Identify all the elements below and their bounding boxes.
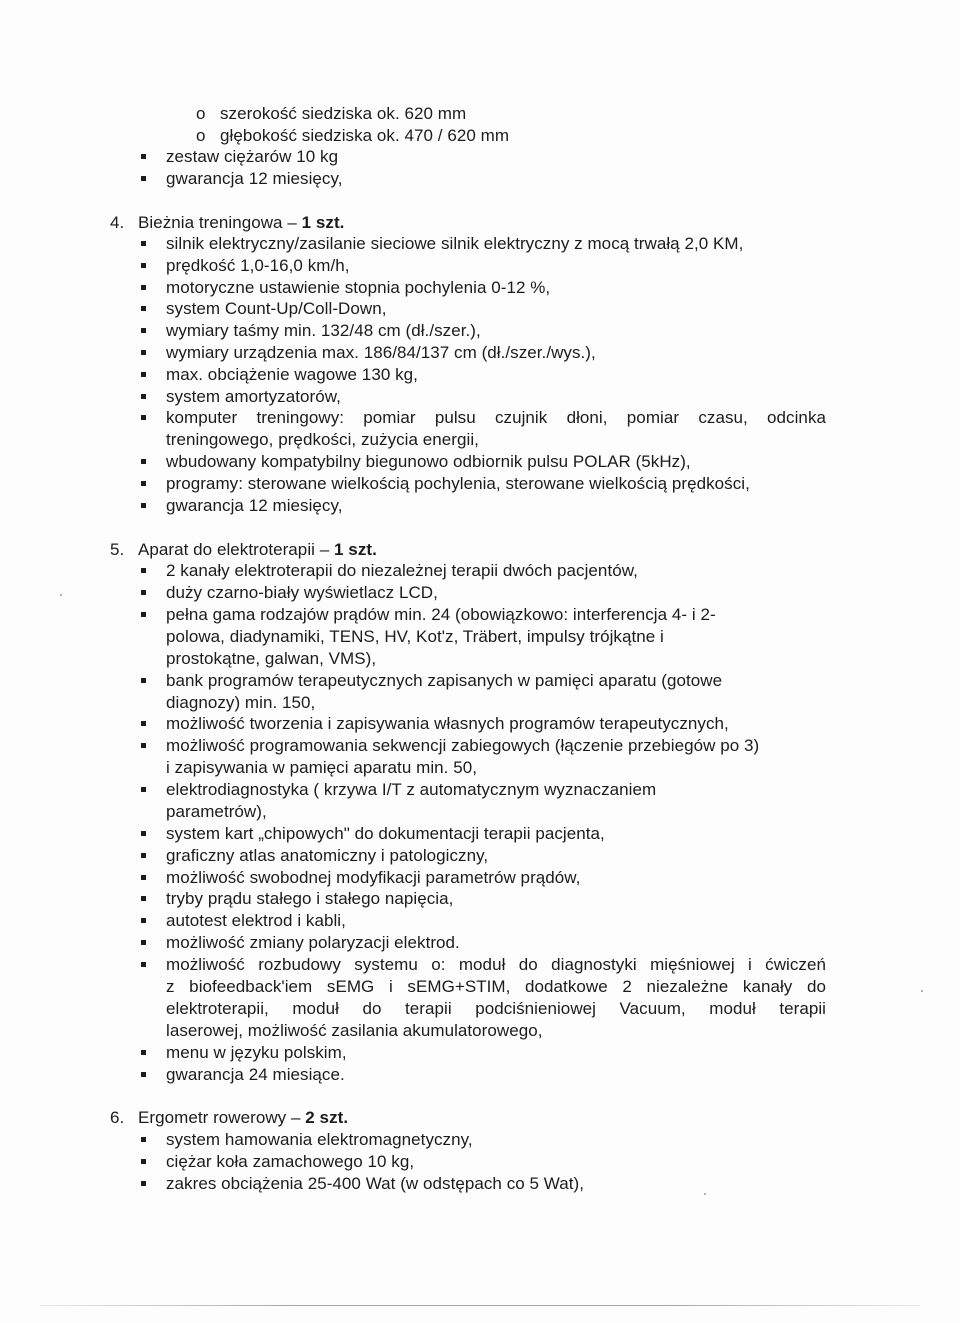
section-title: Ergometr rowerowy –	[138, 1108, 301, 1127]
bullet-marker	[141, 831, 146, 836]
section-title: Aparat do elektroterapii –	[138, 540, 330, 559]
bullet-marker	[141, 176, 146, 181]
bullet-marker	[141, 940, 146, 945]
list-item: prędkość 1,0-16,0 km/h,	[166, 256, 350, 275]
list-item: wbudowany kompatybilny biegunowo odbiornik pulsu POLAR (5kHz),	[166, 452, 691, 471]
list-item: duży czarno-biały wyświetlacz LCD,	[166, 583, 438, 602]
list-item: wymiary taśmy min. 132/48 cm (dł./szer.),	[166, 321, 481, 340]
list-item: komputer treningowy: pomiar pulsu czujnik dłoni, pomiar czasu, odcinka	[166, 408, 826, 427]
bullet-marker	[141, 372, 146, 377]
bullet-marker	[141, 962, 146, 967]
list-item: wymiary urządzenia max. 186/84/137 cm (dł./szer./wys.),	[166, 343, 596, 362]
list-item: programy: sterowane wielkością pochylenia, sterowane wielkością prędkości,	[166, 474, 750, 493]
list-item: silnik elektryczny/zasilanie sieciowe silnik elektryczny z mocą trwałą 2,0 KM,	[166, 234, 744, 253]
list-item: system amortyzatorów,	[166, 387, 341, 406]
list-item: szerokość siedziska ok. 620 mm	[220, 104, 467, 123]
list-item: graficzny atlas anatomiczny i patologiczny,	[166, 846, 489, 865]
page-bottom-edge	[40, 1305, 920, 1306]
bullet-marker	[141, 285, 146, 290]
section-heading	[138, 212, 344, 233]
bullet-marker	[141, 1072, 146, 1077]
scan-speck	[60, 594, 62, 596]
list-item-continuation: laserowej, możliwość zasilania akumulatorowego,	[166, 1021, 543, 1040]
bullet-marker	[141, 263, 146, 268]
list-item-continuation: prostokątne, galwan, VMS),	[166, 649, 377, 668]
section-quantity: 1 szt.	[301, 213, 345, 232]
list-item: autotest elektrod i kabli,	[166, 911, 346, 930]
list-item-continuation: i zapisywania w pamięci aparatu min. 50,	[166, 758, 477, 777]
bullet-marker	[141, 503, 146, 508]
list-item: pełna gama rodzajów prądów min. 24 (obowiązkowo: interferencja 4- i 2-	[166, 605, 716, 624]
section-quantity: 1 szt.	[334, 540, 377, 559]
bullet-marker	[141, 1159, 146, 1164]
list-item: motoryczne ustawienie stopnia pochylenia 0-12 %,	[166, 278, 551, 297]
list-item-continuation: elektroterapii, moduł do terapii podciśnieniowej Vacuum, moduł terapii	[166, 999, 826, 1018]
bullet-marker	[141, 350, 146, 355]
list-item: system hamowania elektromagnetyczny,	[166, 1130, 473, 1149]
list-item-continuation: diagnozy) min. 150,	[166, 693, 316, 712]
bullet-marker	[141, 612, 146, 617]
scan-speck	[704, 1193, 706, 1195]
bullet-marker	[141, 328, 146, 333]
list-item: możliwość rozbudowy systemu o: moduł do diagnostyki mięśniowej i ćwiczeń	[166, 955, 826, 974]
section-heading	[138, 539, 377, 560]
list-item: menu w języku polskim,	[166, 1043, 347, 1062]
scan-speck	[921, 990, 923, 992]
section-quantity: 2 szt.	[305, 1108, 349, 1127]
list-marker-circle: o	[196, 104, 206, 123]
list-item-continuation: parametrów),	[166, 802, 267, 821]
bullet-marker	[141, 918, 146, 923]
list-item: tryby prądu stałego i stałego napięcia,	[166, 889, 454, 908]
bullet-marker	[141, 481, 146, 486]
bullet-marker	[141, 853, 146, 858]
section-number: 6.	[110, 1108, 125, 1127]
bullet-marker	[141, 568, 146, 573]
list-item: możliwość zmiany polaryzacji elektrod.	[166, 933, 460, 952]
list-item: gwarancja 24 miesiące.	[166, 1065, 345, 1084]
list-item-continuation: treningowego, prędkości, zużycia energii,	[166, 430, 479, 449]
section-title: Bieżnia treningowa –	[138, 213, 297, 232]
list-item: możliwość programowania sekwencji zabiegowych (łączenie przebiegów po 3)	[166, 736, 760, 755]
bullet-marker	[141, 743, 146, 748]
list-item: głębokość siedziska ok. 470 / 620 mm	[220, 126, 510, 145]
list-item: możliwość swobodnej modyfikacji parametrów prądów,	[166, 868, 581, 887]
list-item: zakres obciążenia 25-400 Wat (w odstępach co 5 Wat),	[166, 1174, 585, 1193]
section-number: 5.	[110, 540, 125, 559]
bullet-marker	[141, 1181, 146, 1186]
bullet-marker	[141, 241, 146, 246]
bullet-marker	[141, 459, 146, 464]
list-item: system kart „chipowych" do dokumentacji terapii pacjenta,	[166, 824, 605, 843]
list-item: gwarancja 12 miesięcy,	[166, 169, 343, 188]
list-item: elektrodiagnostyka ( krzywa I/T z automatycznym wyznaczaniem	[166, 780, 657, 799]
list-item-continuation: z biofeedback'iem sEMG i sEMG+STIM, dodatkowe 2 niezależne kanały do	[166, 977, 826, 996]
list-marker-circle: o	[196, 126, 206, 145]
bullet-marker	[141, 306, 146, 311]
bullet-marker	[141, 787, 146, 792]
list-item: 2 kanały elektroterapii do niezależnej terapii dwóch pacjentów,	[166, 561, 638, 580]
list-item-continuation: polowa, diadynamiki, TENS, HV, Kot'z, Träbert, impulsy trójkątne i	[166, 627, 664, 646]
section-heading	[138, 1107, 348, 1128]
list-item: zestaw ciężarów 10 kg	[166, 147, 339, 166]
section-number: 4.	[110, 213, 125, 232]
bullet-marker	[141, 678, 146, 683]
bullet-marker	[141, 1050, 146, 1055]
list-item: max. obciążenie wagowe 130 kg,	[166, 365, 418, 384]
list-item: gwarancja 12 miesięcy,	[166, 496, 343, 515]
bullet-marker	[141, 896, 146, 901]
list-item: system Count-Up/Coll-Down,	[166, 299, 387, 318]
bullet-marker	[141, 154, 146, 159]
bullet-marker	[141, 394, 146, 399]
bullet-marker	[141, 590, 146, 595]
list-item: bank programów terapeutycznych zapisanych w pamięci aparatu (gotowe	[166, 671, 723, 690]
bullet-marker	[141, 721, 146, 726]
bullet-marker	[141, 415, 146, 420]
list-item: możliwość tworzenia i zapisywania własnych programów terapeutycznych,	[166, 714, 729, 733]
list-item: ciężar koła zamachowego 10 kg,	[166, 1152, 415, 1171]
bullet-marker	[141, 875, 146, 880]
bullet-marker	[141, 1137, 146, 1142]
